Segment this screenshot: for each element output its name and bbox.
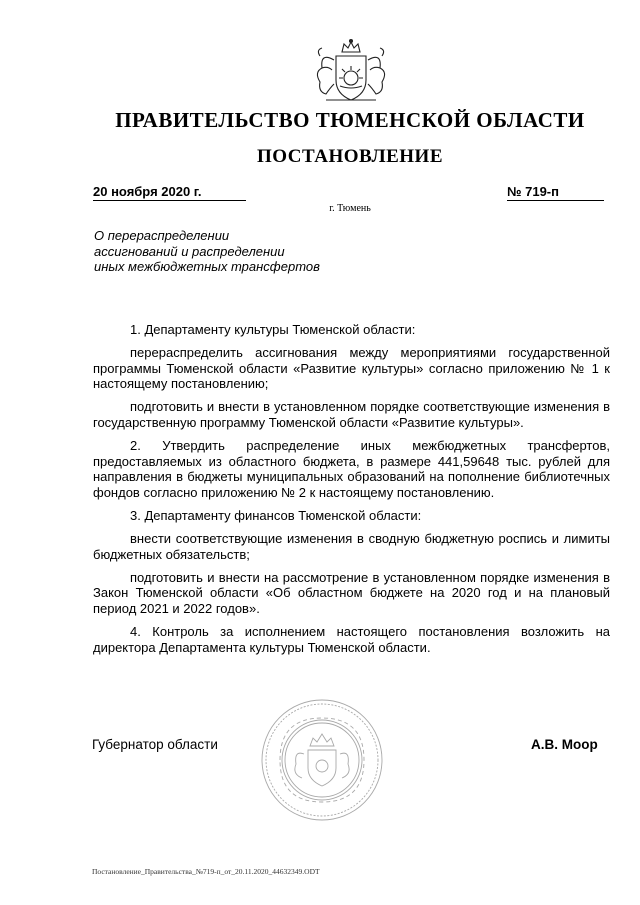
coat-of-arms-icon [296, 38, 406, 108]
document-body [93, 322, 610, 663]
footer-filename: Постановление_Правительства_№719-п_от_20.11.2020_44632349.ODT [92, 867, 320, 876]
signatory-title: Губернатор области [92, 737, 218, 752]
subject-line: ассигнований и распределении [94, 243, 285, 259]
document-date [93, 184, 246, 201]
body-paragraph: подготовить и внести на рассмотрение в установленном порядке изменения в Закон Тюменской области «Об областном бюджете на 2020 год и на плановый период 2021 и 2022 годов». [93, 569, 610, 616]
document-number [507, 184, 604, 201]
document-subject [94, 228, 374, 275]
body-paragraph: 3. Департаменту финансов Тюменской области: [130, 507, 422, 523]
document-type: ПОСТАНОВЛЕНИЕ [256, 146, 444, 167]
signatory-name: А.В. Моор [531, 737, 598, 752]
document-date-value: 20 ноября 2020 г. [93, 184, 202, 199]
body-paragraph: подготовить и внести в установленном порядке соответствующие изменения в государственную программу Тюменской области «Развитие культуры». [93, 399, 610, 430]
government-title: ПРАВИТЕЛЬСТВО ТЮМЕНСКОЙ ОБЛАСТИ [115, 108, 585, 132]
body-paragraph: 4. Контроль за исполнением настоящего постановления возложить на директора Департамента культуры Тюменской области. [93, 624, 610, 655]
body-paragraph: 1. Департаменту культуры Тюменской области: [130, 322, 416, 337]
subject-line: О перераспределении [94, 228, 230, 243]
document-city: г. Тюмень [329, 203, 371, 214]
subject-line: иных межбюджетных трансфертов [94, 259, 320, 274]
document-number-value: № 719-п [507, 184, 559, 199]
body-paragraph: перераспределить ассигнования между мероприятиями государственной программы Тюменской области «Развитие культуры» согласно приложению № 1 к настоящему постановлению; [93, 345, 610, 392]
body-paragraph: 2. Утвердить распределение иных межбюджетных трансфертов, предоставляемых из областного бюджета, в размере 441,59648 тыс. рублей для направления в бюджеты муниципальных образований на пополнение библиотечных фондов согласно приложению № 2 к настоящему постановлению. [93, 438, 610, 500]
official-seal-icon [260, 698, 384, 822]
body-paragraph: внести соответствующие изменения в сводную бюджетную роспись и лимиты бюджетных обязательств; [93, 531, 610, 562]
